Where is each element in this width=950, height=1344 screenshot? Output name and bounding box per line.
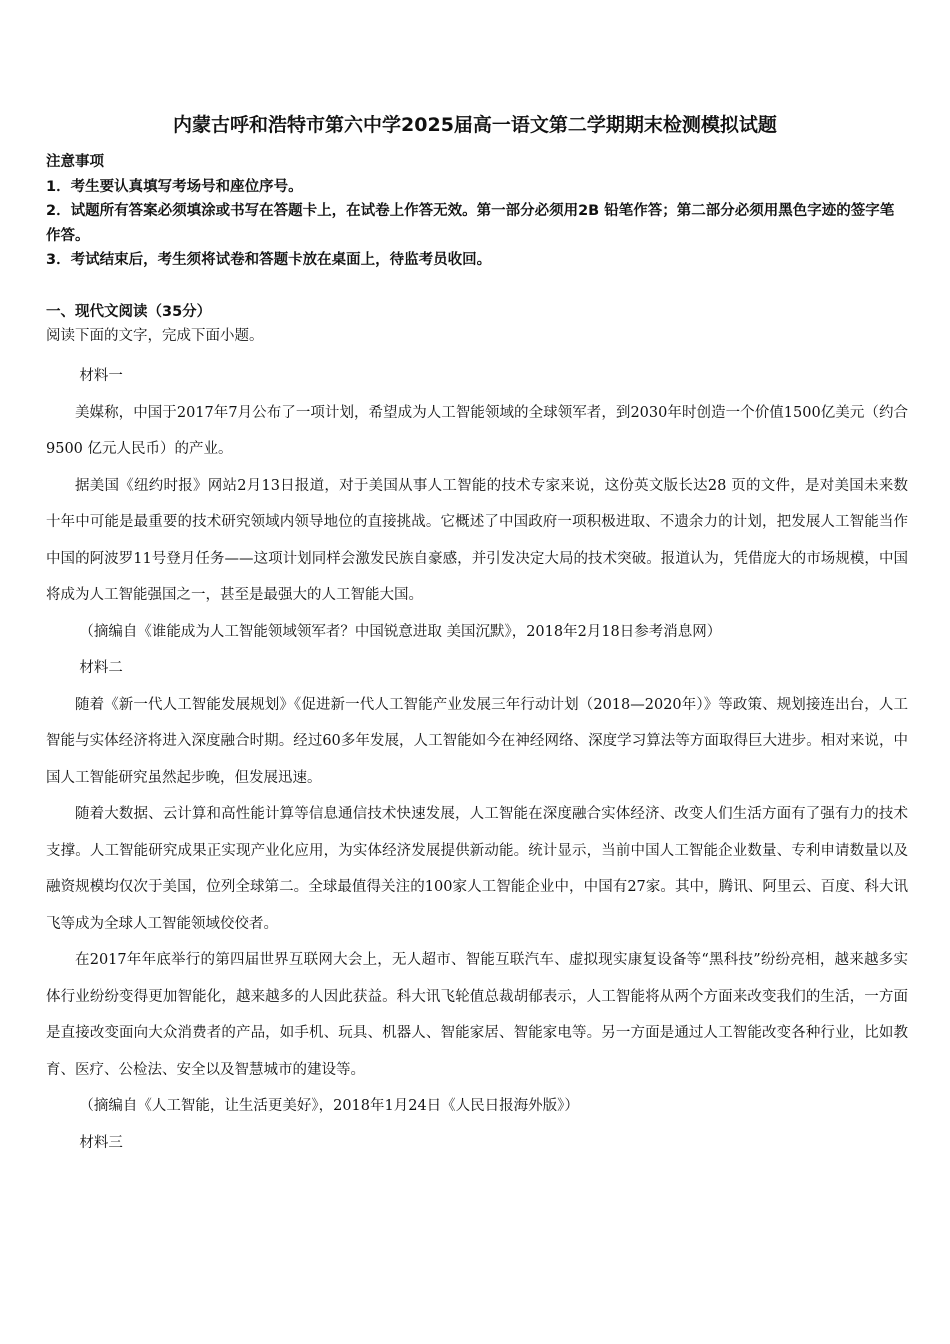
paragraph: 随着大数据、云计算和高性能计算等信息通信技术快速发展，人工智能在深度融合实体经济、改变人们生活方面有了强有力的技术支撑。人工智能研究成果正实现产业化应用，为实体经济发展提供新动能。统计显示，当前中国人工智能企业数量、专利申请数量以及融资规模均仅次于美国，位列全球第二。全球最值得关注的100家人工智能企业中，中国有27家。其中，腾讯、阿里云、百度、科大讯飞等成为全球人工智能领域佼佼者。 bbox=[46, 806, 908, 932]
notice-item: 3．考试结束后，考生须将试卷和答题卡放在桌面上，待监考员收回。 bbox=[46, 252, 492, 268]
reading-passage bbox=[46, 358, 908, 1161]
section-header bbox=[46, 300, 908, 348]
notice-heading: 注意事项 bbox=[46, 154, 104, 170]
section-title: 一、现代文阅读（35分） bbox=[46, 304, 212, 320]
paragraph: 据美国《纽约时报》网站2月13日报道，对于美国从事人工智能的技术专家来说，这份英文版长达28 页的文件，是对美国未来数十年中可能是最重要的技术研究领域内领导地位的直接挑战。它概述了中国政府一项积极进取、不遗余力的计划，把发展人工智能当作中国的阿波罗11号登月任务——这项计划同样会激发民族自豪感，并引发决定大局的技术突破。报道认为，凭借庞大的市场规模，中国将成为人工智能强国之一，甚至是最强大的人工智能大国。 bbox=[46, 477, 908, 603]
notice-item: 2．试题所有答案必须填涂或书写在答题卡上，在试卷上作答无效。第一部分必须用2B 铅笔作答；第二部分必须用黑色字迹的签字笔作答。 bbox=[46, 203, 895, 244]
paragraph: 随着《新一代人工智能发展规划》《促进新一代人工智能产业发展三年行动计划（2018—2020年）》等政策、规划接连出台，人工智能与实体经济将进入深度融合时期。经过60多年发展，人工智能如今在神经网络、深度学习算法等方面取得巨大进步。相对来说，中国人工智能研究虽然起步晚，但发展迅速。 bbox=[46, 696, 908, 786]
paragraph: 美媒称，中国于2017年7月公布了一项计划，希望成为人工智能领域的全球领军者，到2030年时创造一个价值1500亿美元（约合9500 亿元人民币）的产业。 bbox=[46, 404, 908, 457]
material-label: 材料二 bbox=[79, 660, 123, 676]
material-label: 材料三 bbox=[79, 1134, 123, 1151]
source-citation: （摘编自《谁能成为人工智能领域领军者？中国锐意进取 美国沉默》，2018年2月18日参考消息网） bbox=[79, 623, 722, 640]
section-instruction: 阅读下面的文字，完成下面小题。 bbox=[46, 328, 264, 344]
page-title: 内蒙古呼和浩特市第六中学2025届高一语文第二学期期末检测模拟试题 bbox=[173, 114, 777, 136]
paragraph: 在2017年年底举行的第四届世界互联网大会上，无人超市、智能互联汽车、虚拟现实康复设备等“黑科技”纷纷亮相，越来越多实体行业纷纷变得更加智能化，越来越多的人因此获益。科大讯飞轮值总裁胡郁表示，人工智能将从两个方面来改变我们的生活，一方面是直接改变面向大众消费者的产品，如手机、玩具、机器人、智能家居、智能家电等。另一方面是通过人工智能改变各种行业，比如教育、医疗、公检法、安全以及智慧城市的建设等。 bbox=[46, 952, 908, 1078]
source-citation: （摘编自《人工智能，让生活更美好》，2018年1月24日《人民日报海外版》） bbox=[79, 1098, 579, 1114]
material-label: 材料一 bbox=[79, 368, 123, 384]
notice-block bbox=[46, 150, 908, 273]
notice-item: 1．考生要认真填写考场号和座位序号。 bbox=[46, 178, 303, 195]
